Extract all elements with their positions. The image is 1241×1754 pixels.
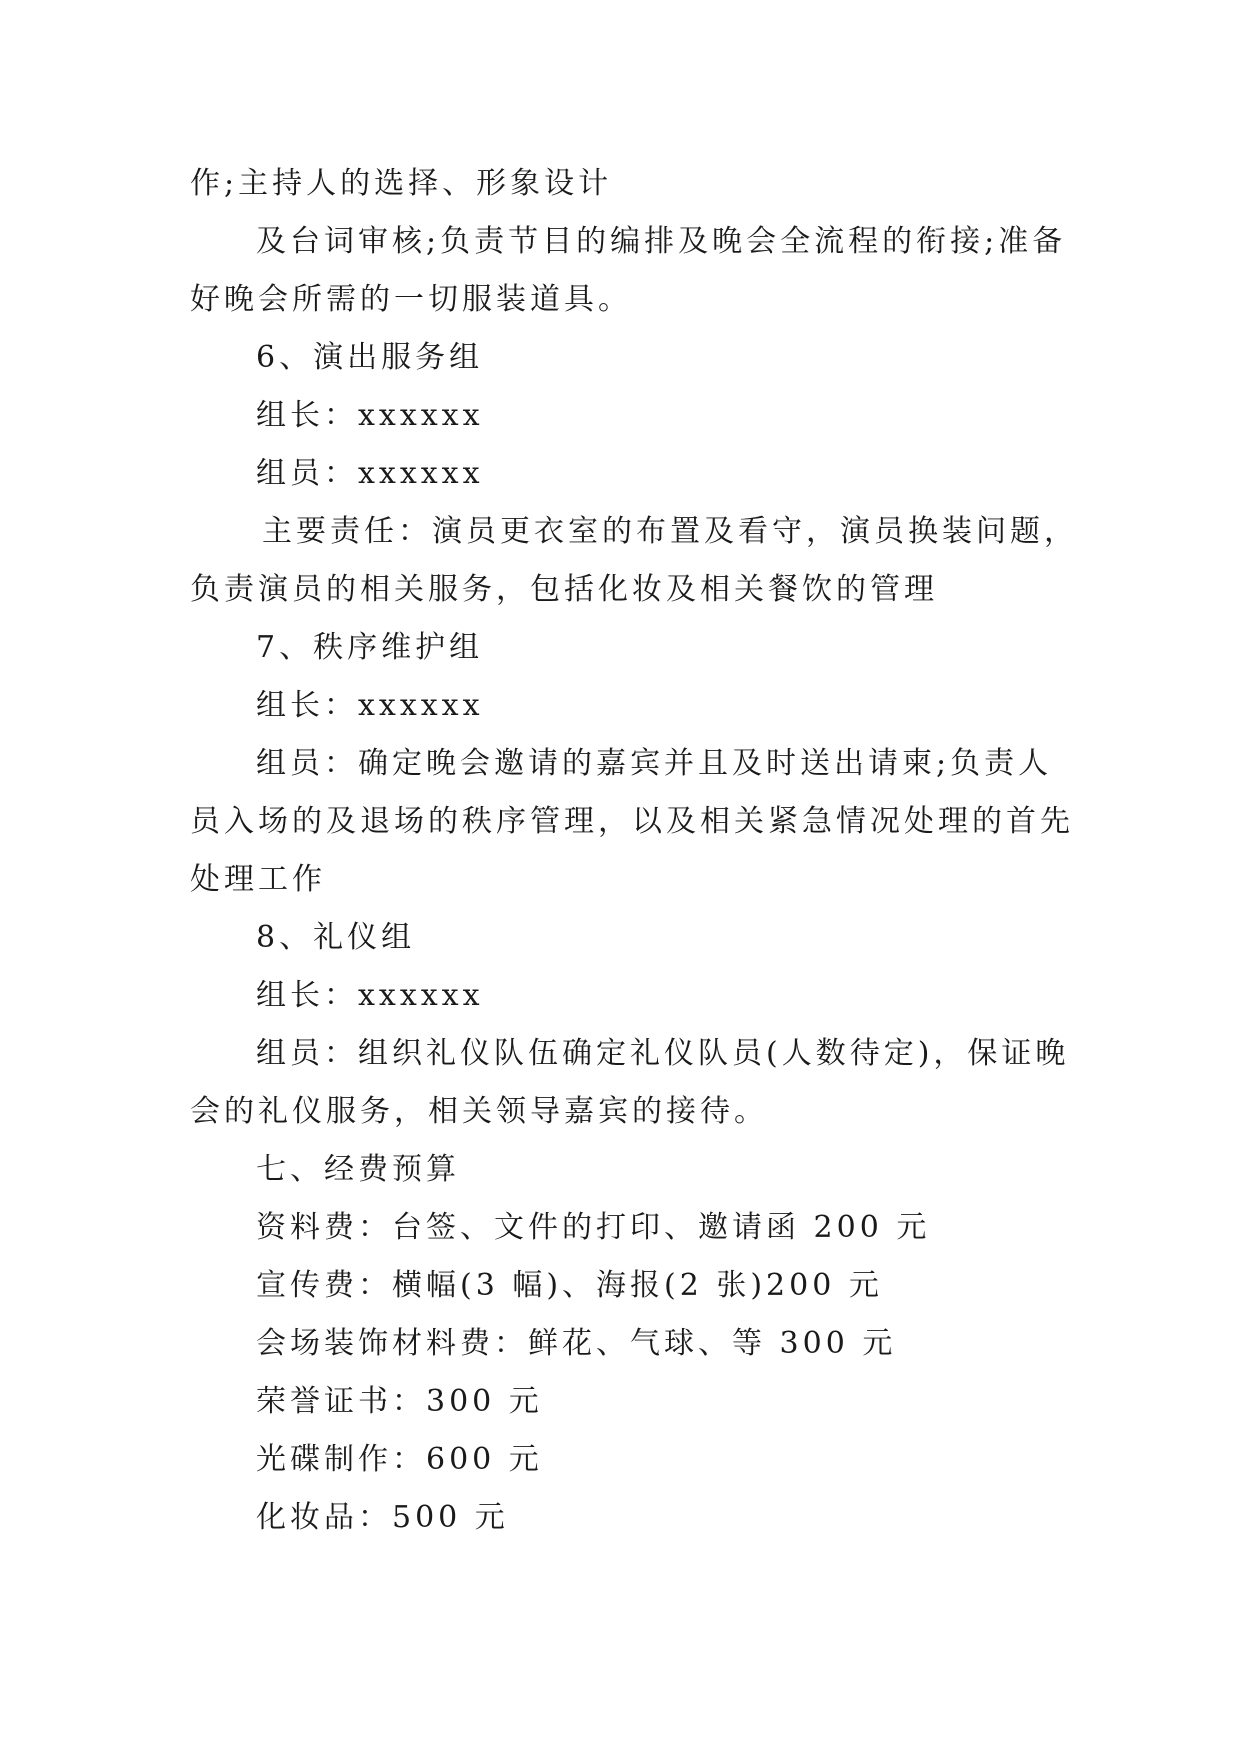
budget-line: 会场装饰材料费：鲜花、气球、等 300 元 [256, 1326, 897, 1361]
text-line: 组长：xxxxxx [256, 398, 484, 433]
section-heading: 7、秩序维护组 [256, 630, 484, 665]
text-line: 组员：组织礼仪队伍确定礼仪队员(人数待定)，保证晚 [256, 1036, 1070, 1071]
budget-line: 荣誉证书：300 元 [256, 1384, 543, 1419]
text-line: 组长：xxxxxx [256, 688, 484, 723]
text-line: 负责演员的相关服务，包括化妆及相关餐饮的管理 [190, 572, 938, 607]
budget-line: 宣传费：横幅(3 幅)、海报(2 张)200 元 [256, 1268, 883, 1303]
text-line: 组员：xxxxxx [256, 456, 484, 491]
text-line: 组长：xxxxxx [256, 978, 484, 1013]
text-line: 员入场的及退场的秩序管理，以及相关紧急情况处理的首先 [190, 804, 1074, 839]
text-line: 组员：确定晚会邀请的嘉宾并且及时送出请柬;负责人 [256, 746, 1053, 781]
budget-line: 光碟制作：600 元 [256, 1442, 543, 1477]
text-line: 作;主持人的选择、形象设计 [190, 166, 613, 201]
section-heading: 6、演出服务组 [256, 340, 484, 375]
text-line: 会的礼仪服务，相关领导嘉宾的接待。 [190, 1094, 768, 1129]
section-heading: 七、经费预算 [256, 1152, 460, 1187]
section-heading: 8、礼仪组 [256, 920, 416, 955]
text-line: 好晚会所需的一切服装道具。 [190, 282, 632, 317]
text-line: 处理工作 [190, 862, 326, 897]
budget-line: 化妆品：500 元 [256, 1500, 509, 1535]
text-line: 主要责任：演员更衣室的布置及看守，演员换装问题， [262, 514, 1078, 549]
budget-line: 资料费：台签、文件的打印、邀请函 200 元 [256, 1210, 931, 1245]
text-line: 及台词审核;负责节目的编排及晚会全流程的衔接;准备 [256, 224, 1067, 259]
